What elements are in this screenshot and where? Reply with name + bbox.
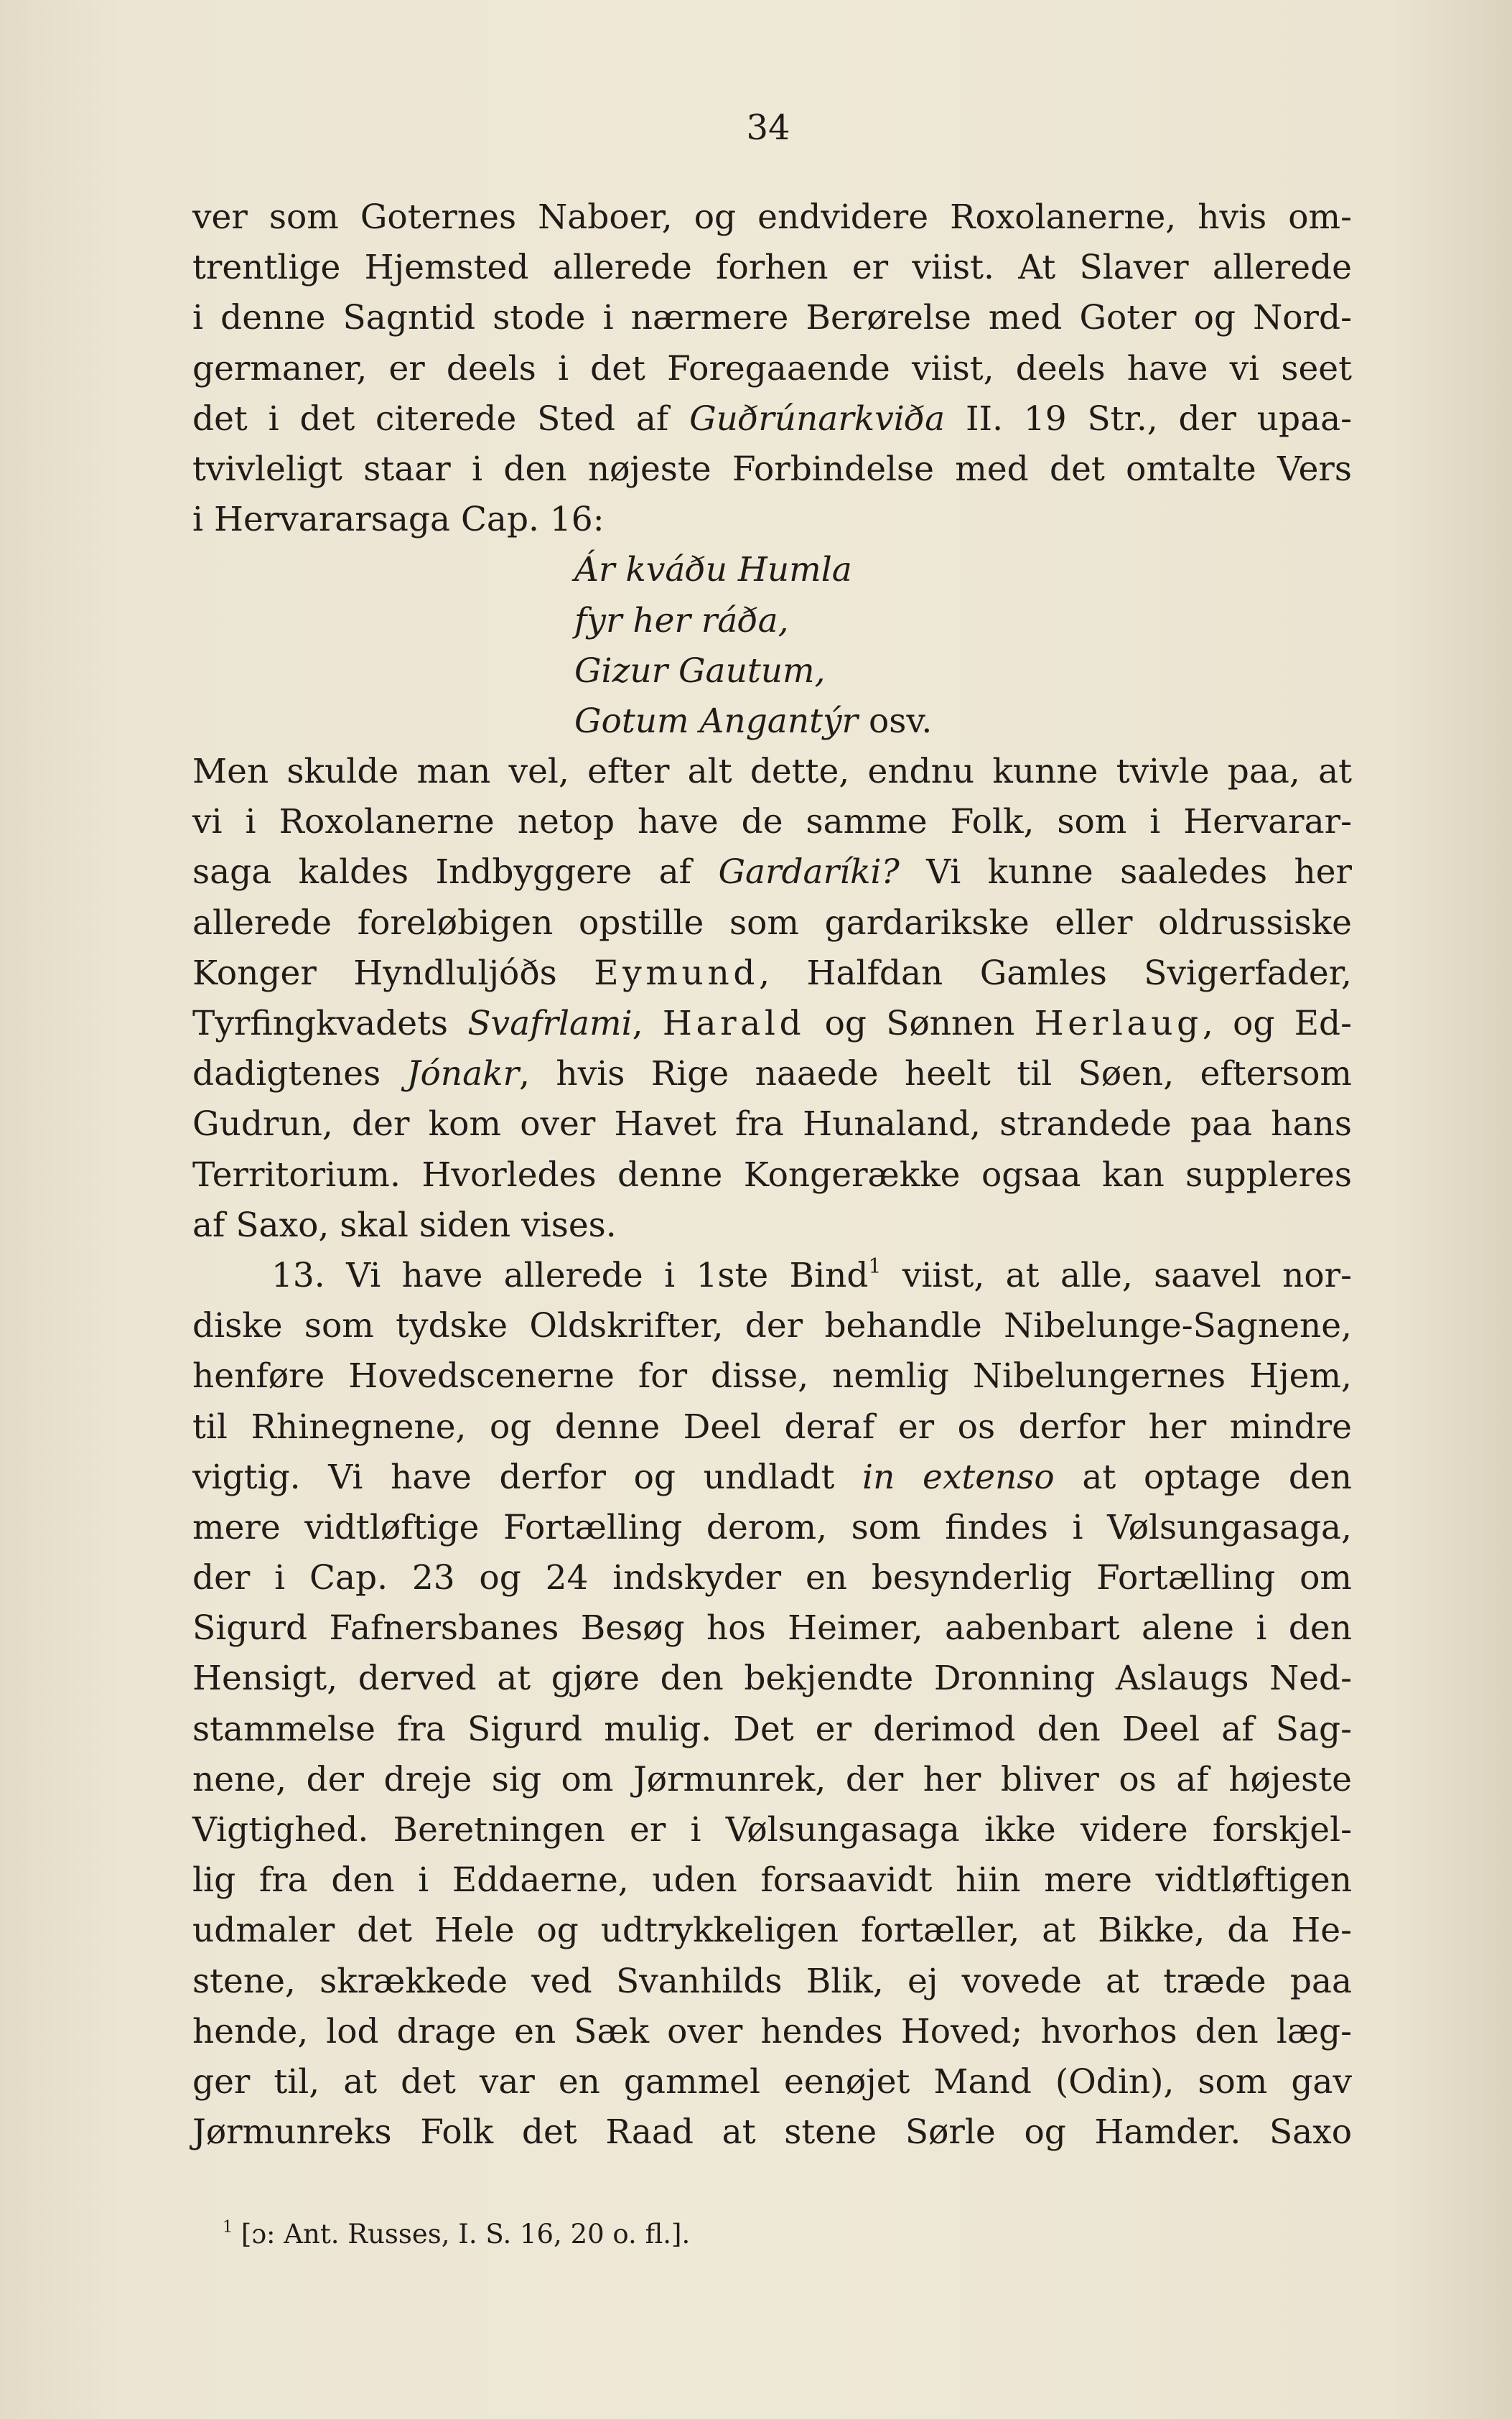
text-line: lig fra den i Eddaerne, uden forsaavidt hiin mere vidtløftigen	[192, 1860, 1352, 1901]
text-line: 13. Vi have allerede i 1ste Bind$^1$ viist, at alle, saavel nor-	[271, 1254, 1352, 1295]
italic-name: Jónakr	[406, 1054, 520, 1094]
footnote	[223, 2219, 1299, 2250]
text-line: Jørmunreks Folk det Raad at stene Sørle og Hamder. Saxo	[192, 2112, 1352, 2153]
text-line: der i Cap. 23 og 24 indskyder en besynderlig Fortælling om	[192, 1558, 1352, 1598]
spaced-name: Harald	[662, 1004, 806, 1043]
text-line: ger til, at det var en gammel eenøjet Mand (Odin), som gav	[192, 2061, 1352, 2102]
italic-title: Guðrúnarkviða	[689, 398, 946, 439]
text-line: i denne Sagntid stode i nærmere Berørelse med Goter og Nord-	[192, 298, 1352, 338]
text-line: Gudrun, der kom over Havet fra Hunaland, strandede paa hans	[192, 1104, 1352, 1145]
verse-line: Ár kváðu Humla	[574, 550, 852, 590]
text-line: Men skulde man vel, efter alt dette, endnu kunne tvivle paa, at	[192, 752, 1352, 792]
text-line: til Rhinegnene, og denne Deel deraf er os derfor her mindre	[192, 1407, 1352, 1447]
italic-term: in extenso	[862, 1457, 1055, 1497]
footnote-marker: 1	[223, 2217, 233, 2237]
text-line: mere vidtløftige Fortælling derom, som findes i Vølsungasaga,	[192, 1507, 1352, 1547]
verse-line: fyr her ráða,	[574, 600, 789, 640]
footnote-ref: 1	[868, 1254, 882, 1278]
verse-line: Gizur Gautum,	[574, 651, 826, 691]
body-text	[192, 192, 1352, 2158]
text-line: dadigtenes Jónakr, hvis Rige naaede heelt til Søen, eftersom	[192, 1054, 1352, 1094]
text-line: trentlige Hjemsted allerede forhen er viist. At Slaver allerede	[192, 248, 1352, 288]
text-line: germaner, er deels i det Foregaaende viist, deels have vi seet	[192, 348, 1352, 388]
text-line: af Saxo, skal siden vises.	[192, 1205, 617, 1245]
text-line: saga kaldes Indbyggere af Gardaríki? Vi kunne saaledes her	[192, 852, 1353, 892]
text-line: hende, lod drage en Sæk over hendes Hoved; hvorhos den læg-	[192, 2011, 1352, 2051]
text-line: Hensigt, derved at gjøre den bekjendte Dronning Aslaugs Ned-	[192, 1659, 1352, 1699]
verse-line: Gotum Angantýr osv.	[574, 701, 933, 741]
text-line: Tyrfingkvadets Svafrlami, Harald og Sønnen Herlaug, og Ed-	[192, 1004, 1353, 1043]
spaced-name: Eymund	[594, 953, 760, 993]
text-line: vi i Roxolanerne netop have de samme Folk, som i Hervarar-	[192, 802, 1352, 842]
spaced-name: Herlaug	[1034, 1004, 1203, 1043]
text-line: allerede foreløbigen opstille som gardarikske eller oldrussiske	[192, 903, 1352, 943]
footnote-text: [ɔ: Ant. Russes, I. S. 16, 20 o. fl.].	[241, 2219, 691, 2250]
text-line: diske som tydske Oldskrifter, der behandle Nibelunge-Sagnene,	[192, 1306, 1352, 1346]
text-line: det i det citerede Sted af Guðrúnarkviða II. 19 Str., der upaa-	[192, 398, 1353, 439]
text-line: tvivleligt staar i den nøjeste Forbindelse med det omtalte Vers	[192, 449, 1352, 489]
text-line: i Hervararsaga Cap. 16:	[192, 500, 605, 540]
text-line: Konger Hyndluljóðs Eymund, Halfdan Gamles Svigerfader,	[192, 953, 1352, 993]
text-line: ver som Goternes Naboer, og endvidere Roxolanerne, hvis om-	[192, 197, 1352, 237]
text-line: Sigurd Fafnersbanes Besøg hos Heimer, aabenbart alene i den	[192, 1608, 1352, 1649]
text-line: Territorium. Hvorledes denne Kongerække ogsaa kan suppleres	[192, 1155, 1352, 1195]
text-line: udmaler det Hele og udtrykkeligen fortæller, at Bikke, da He-	[192, 1911, 1352, 1951]
italic-name: Svafrlami	[467, 1004, 633, 1043]
text-line: Vigtighed. Beretningen er i Vølsungasaga ikke videre forskjel-	[192, 1810, 1352, 1850]
text-line: nene, der dreje sig om Jørmunrek, der her bliver os af højeste	[192, 1759, 1352, 1799]
italic-term: Gardaríki?	[718, 852, 900, 892]
text-line: vigtig. Vi have derfor og undladt in extenso at optage den	[192, 1457, 1353, 1497]
verse-quote	[192, 545, 1352, 747]
page-number: 34	[746, 108, 790, 148]
text-line: stammelse fra Sigurd mulig. Det er derimod den Deel af Sag-	[192, 1709, 1352, 1749]
text-line: stene, skrækkede ved Svanhilds Blik, ej vovede at træde paa	[192, 1961, 1352, 2001]
text-line: henføre Hovedscenerne for disse, nemlig Nibelungernes Hjem,	[192, 1356, 1352, 1397]
